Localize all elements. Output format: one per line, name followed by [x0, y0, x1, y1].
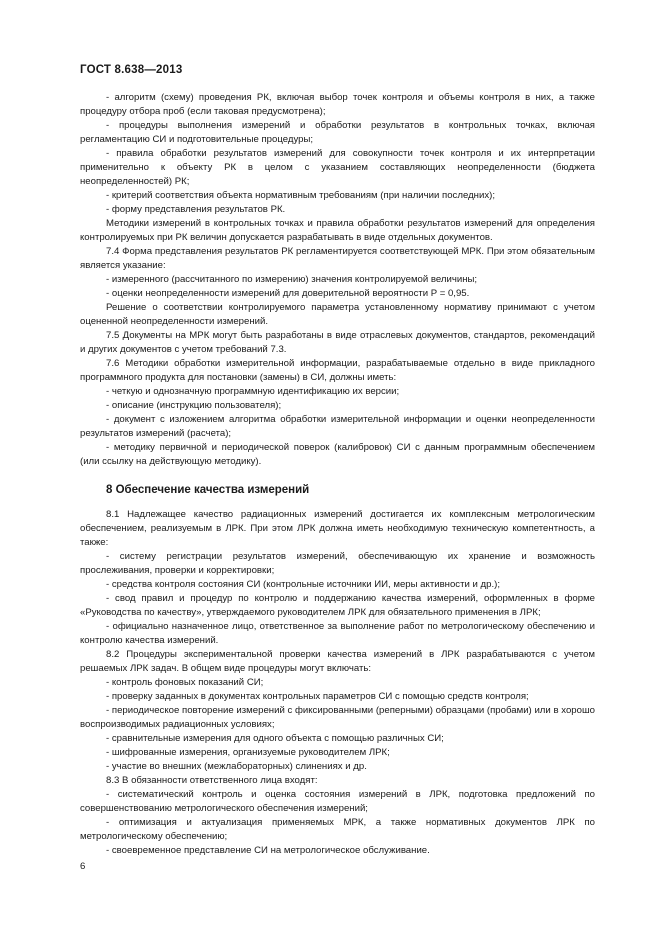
paragraph: - средства контроля состояния СИ (контрольные источники ИИ, меры активности и др.);: [106, 579, 501, 590]
paragraph: - участие во внешних (межлабораторных) слинениях и др.: [106, 761, 367, 772]
paragraph: - периодическое повторение измерений с фиксированными (реперными) образцами (пробами) или в хорошо воспроизводимых радиационных условиях;: [80, 705, 595, 730]
paragraph: Решение о соответствии контролируемого параметра установленному нормативу принимают с учетом оцененной неопределенности измерений.: [80, 302, 595, 327]
paragraph: 8.2 Процедуры экспериментальной проверки качества измерений в ЛРК разрабатываются с учетом решаемых ЛРК задач. В общем виде процедуры могут включать:: [80, 649, 595, 674]
paragraph: - шифрованные измерения, организуемые руководителем ЛРК;: [106, 747, 390, 758]
paragraph: - систематический контроль и оценка состояния измерений в ЛРК, подготовка предложений по совершенствованию метрологического обеспечения измерений;: [80, 789, 595, 814]
paragraph: - алгоритм (схему) проведения РК, включая выбор точек контроля и объемы контроля в них, а также процедуру отбора проб (если таковая предусмотрена);: [80, 92, 595, 117]
paragraph: - систему регистрации результатов измерений, обеспечивающую их хранение и возможность прослеживания, проверки и корректировки;: [80, 551, 595, 576]
paragraph: - оценки неопределенности измерений для доверительной вероятности P = 0,95.: [106, 288, 470, 299]
paragraph: 7.6 Методики обработки измерительной информации, разрабатываемые отдельно в виде прикладного программного продукта для постановки (замены) в СИ, должны иметь:: [80, 358, 595, 383]
paragraph: - четкую и однозначную программную идентификацию их версии;: [106, 386, 400, 397]
paragraph: - контроль фоновых показаний СИ;: [106, 677, 264, 688]
paragraph: - форму представления результатов РК.: [106, 204, 286, 215]
paragraph: Методики измерений в контрольных точках и правила обработки результатов измерений для определения контролируемых при РК величин допускается разрабатывать в виде отдельных документов.: [80, 218, 595, 243]
paragraph: - процедуры выполнения измерений и обработки результатов в контрольных точках, включая регламентацию СИ и подготовительные процедуры;: [80, 120, 595, 145]
paragraph: - описание (инструкцию пользователя);: [106, 400, 282, 411]
paragraph: - свод правил и процедур по контролю и поддержанию качества измерений, оформленных в форме «Руководства по качеству», утверждаемого руководителем ЛРК для обязательного применения в ЛРК;: [80, 593, 595, 618]
paragraph: 7.5 Документы на МРК могут быть разработаны в виде отраслевых документов, стандартов, рекомендаций и других документов с учетом требований 7.3.: [80, 330, 595, 355]
paragraph: 7.4 Форма представления результатов РК регламентируется соответствующей МРК. При этом обязательным является указание:: [80, 246, 595, 271]
section-heading: 8 Обеспечение качества измерений: [106, 484, 310, 496]
paragraph: 8.3 В обязанности ответственного лица входят:: [106, 775, 318, 786]
paragraph: 8.1 Надлежащее качество радиационных измерений достигается их комплексным метрологическим обеспечением, реализуемым в ЛРК. При этом ЛРК должна иметь необходимую техническую компетентность, а также:: [80, 509, 595, 548]
paragraph: - правила обработки результатов измерений для совокупности точек контроля и их интерпретации применительно к объекту РК в целом с указанием составляющих неопределенности (бюджета неопределенностей) РК;: [80, 148, 595, 187]
paragraph: - проверку заданных в документах контрольных параметров СИ с помощью средств контроля;: [106, 691, 529, 702]
paragraph: - измеренного (рассчитанного по измерению) значения контролируемой величины;: [106, 274, 478, 285]
page-number: 6: [80, 861, 86, 872]
paragraph: - сравнительные измерения для одного объекта с помощью различных СИ;: [106, 733, 444, 744]
document-header: ГОСТ 8.638—2013: [80, 64, 183, 76]
paragraph: - критерий соответствия объекта нормативным требованиям (при наличии последних);: [106, 190, 495, 201]
document-body: [80, 91, 595, 858]
paragraph: - оптимизация и актуализация применяемых МРК, а также нормативных документов ЛРК по метрологическому обеспечению;: [80, 817, 595, 842]
paragraph: - официально назначенное лицо, ответственное за выполнение работ по метрологическому обеспечению и контролю качества измерений.: [80, 621, 595, 646]
paragraph: - документ с изложением алгоритма обработки измерительной информации и оценки неопределенности результатов измерений (расчета);: [80, 414, 595, 439]
paragraph: - методику первичной и периодической поверок (калибровок) СИ с данным программным обеспечением (или ссылку на действующую методику).: [80, 442, 595, 467]
paragraph: - своевременное представление СИ на метрологическое обслуживание.: [106, 845, 430, 856]
